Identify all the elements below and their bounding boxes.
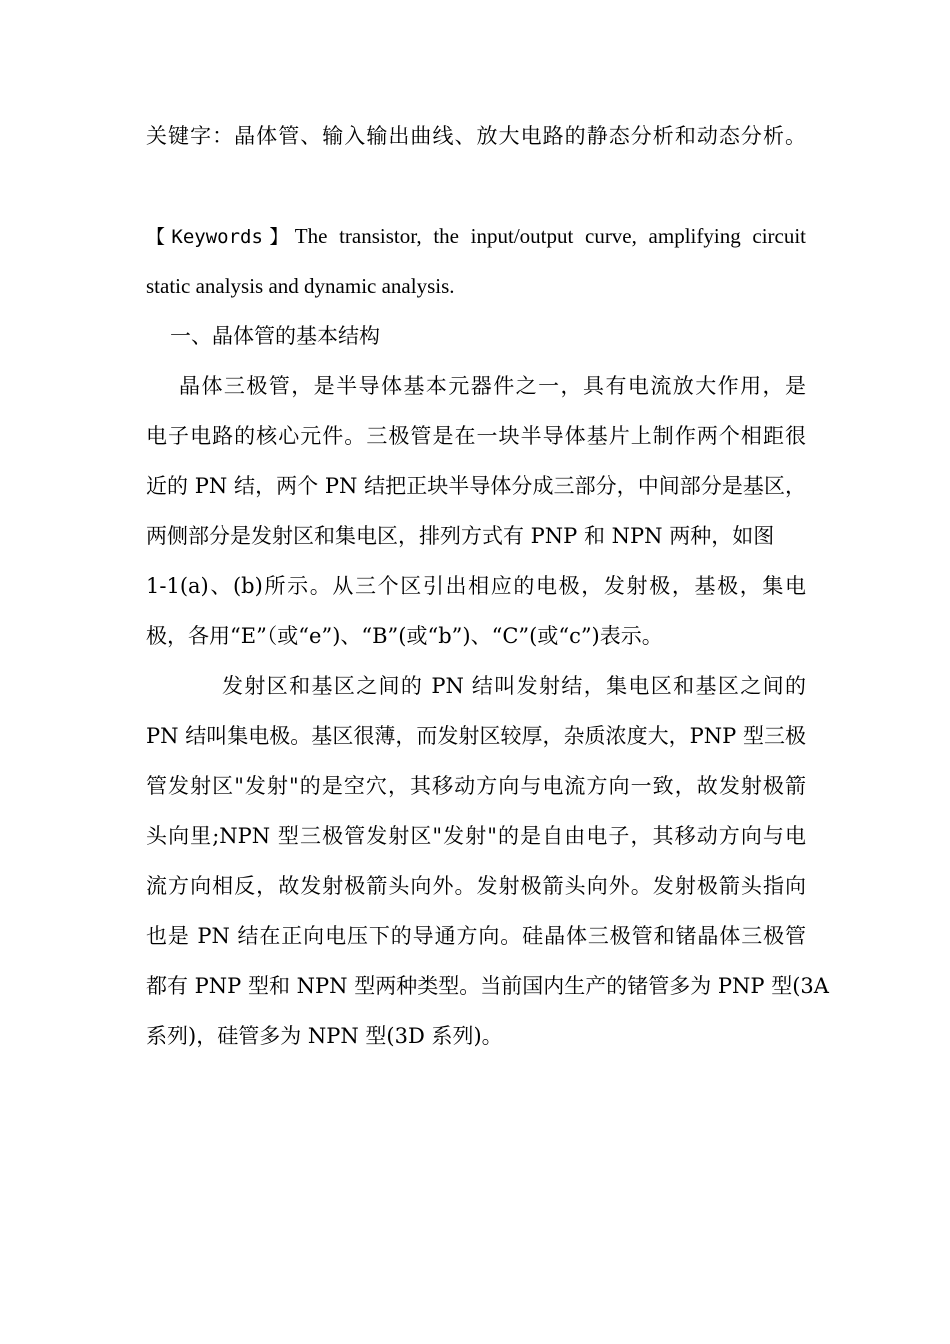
paragraph2-line-4: 头向里;NPN 型三极管发射区"发射"的是自由电子，其移动方向与电 [146, 824, 806, 848]
paragraph2-line-2: PN 结叫集电极。基区很薄，而发射区较厚，杂质浓度大，PNP 型三极 [146, 724, 806, 748]
paragraph2-line-6: 也是 PN 结在正向电压下的导通方向。硅晶体三极管和锗晶体三极管 [146, 924, 806, 948]
keywords-english-line-2: static analysis and dynamic analysis. [146, 274, 455, 298]
paragraph2-line-8: 系列)，硅管多为 NPN 型(3D 系列)。 [146, 1024, 503, 1048]
keywords-english-text-1: The transistor, the input/output curve, amplifying circuit [294, 224, 807, 248]
paragraph1-line-6: 极，各用“E”（或“e”)、“B”(或“b”)、“C”(或“c”)表示。 [146, 624, 663, 648]
paragraph1-line-3: 近的 PN 结，两个 PN 结把正块半导体分成三部分，中间部分是基区， [146, 474, 806, 498]
paragraph1-line-1: 晶体三极管，是半导体基本元器件之一，具有电流放大作用，是 [179, 374, 806, 398]
section-heading: 一、晶体管的基本结构 [170, 324, 380, 348]
paragraph1-line-4: 两侧部分是发射区和集电区，排列方式有 PNP 和 NPN 两种，如图 [146, 524, 775, 548]
paragraph2-line-1: 发射区和基区之间的 PN 结叫发射结，集电区和基区之间的 [222, 674, 806, 698]
keywords-english-line-1 [146, 222, 806, 251]
paragraph2-line-7: 都有 PNP 型和 NPN 型两种类型。当前国内生产的锗管多为 PNP 型(3A [146, 974, 829, 998]
paragraph1-line-5: 1-1(a)、(b)所示。从三个区引出相应的电极，发射极，基极，集电 [146, 574, 806, 598]
keywords-label: 【Keywords】 [146, 226, 295, 248]
paragraph2-line-3: 管发射区"发射"的是空穴，其移动方向与电流方向一致，故发射极箭 [146, 774, 806, 798]
keywords-chinese: 关键字：晶体管、输入输出曲线、放大电路的静态分析和动态分析。 [146, 124, 806, 148]
paragraph1-line-2: 电子电路的核心元件。三极管是在一块半导体基片上制作两个相距很 [146, 424, 806, 448]
paragraph2-line-5: 流方向相反，故发射极箭头向外。发射极箭头向外。发射极箭头指向 [146, 874, 806, 898]
